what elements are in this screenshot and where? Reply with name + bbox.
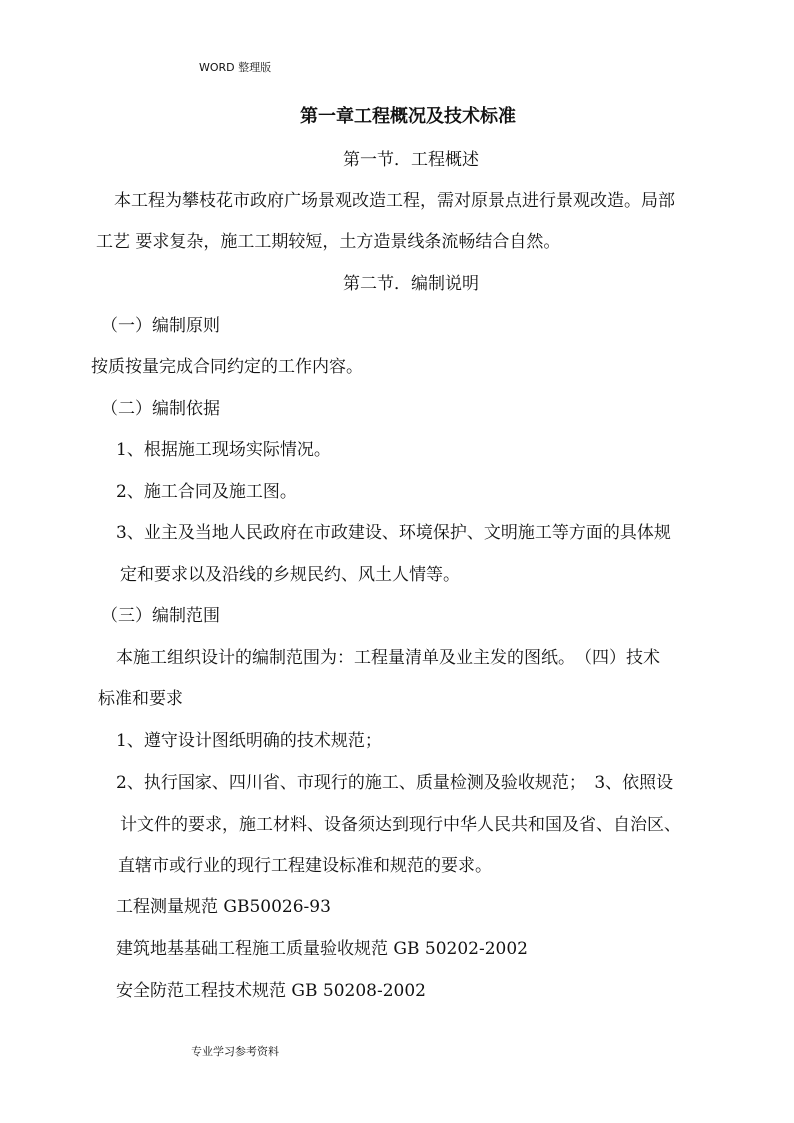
list-item: 1、根据施工现场实际情况。 (116, 440, 331, 460)
paragraph-line: 工艺 要求复杂，施工工期较短，土方造景线条流畅结合自然。 (96, 232, 561, 252)
paragraph-line: 本工程为攀枝花市政府广场景观改造工程，需对原景点进行景观改造。局部 (114, 191, 675, 211)
standard-reference: 安全防范工程技术规范 GB 50208-2002 (116, 981, 426, 1001)
paragraph-line: 按质按量完成合同约定的工作内容。 (91, 357, 363, 377)
list-item: 1、遵守设计图纸明确的技术规范； (116, 731, 382, 751)
list-item: 3、业主及当地人民政府在市政建设、环境保护、文明施工等方面的具体规 (116, 523, 671, 543)
paragraph-line: 标准和要求 (98, 689, 183, 709)
section-heading-overview: 第一节．工程概述 (343, 150, 479, 170)
page-header: WORD 整理版 (199, 61, 272, 74)
subsection-heading: （三）编制范围 (101, 606, 220, 626)
subsection-heading: （一）编制原则 (101, 316, 220, 336)
standard-reference: 工程测量规范 GB50026-93 (116, 897, 331, 917)
section-heading-notes: 第二节．编制说明 (343, 274, 479, 294)
subsection-heading: （二）编制依据 (101, 399, 220, 419)
list-item-continuation: 计文件的要求，施工材料、设备须达到现行中华人民共和国及省、自治区、 (120, 815, 681, 835)
standard-reference: 建筑地基基础工程施工质量验收规范 GB 50202-2002 (116, 939, 528, 959)
chapter-title: 第一章工程概况及技术标准 (300, 106, 516, 127)
list-item-continuation: 定和要求以及沿线的乡规民约、风土人情等。 (120, 565, 460, 585)
list-item-continuation: 直辖市或行业的现行工程建设标准和规范的要求。 (118, 856, 492, 876)
paragraph-line: 本施工组织设计的编制范围为：工程量清单及业主发的图纸。 （四）技术 (116, 648, 660, 668)
list-item: 2、施工合同及施工图。 (116, 482, 297, 502)
page-footer: 专业学习参考资料 (191, 1045, 279, 1058)
list-item: 2、执行国家、四川省、市现行的施工、质量检测及验收规范； 3、依照设 (116, 773, 674, 793)
